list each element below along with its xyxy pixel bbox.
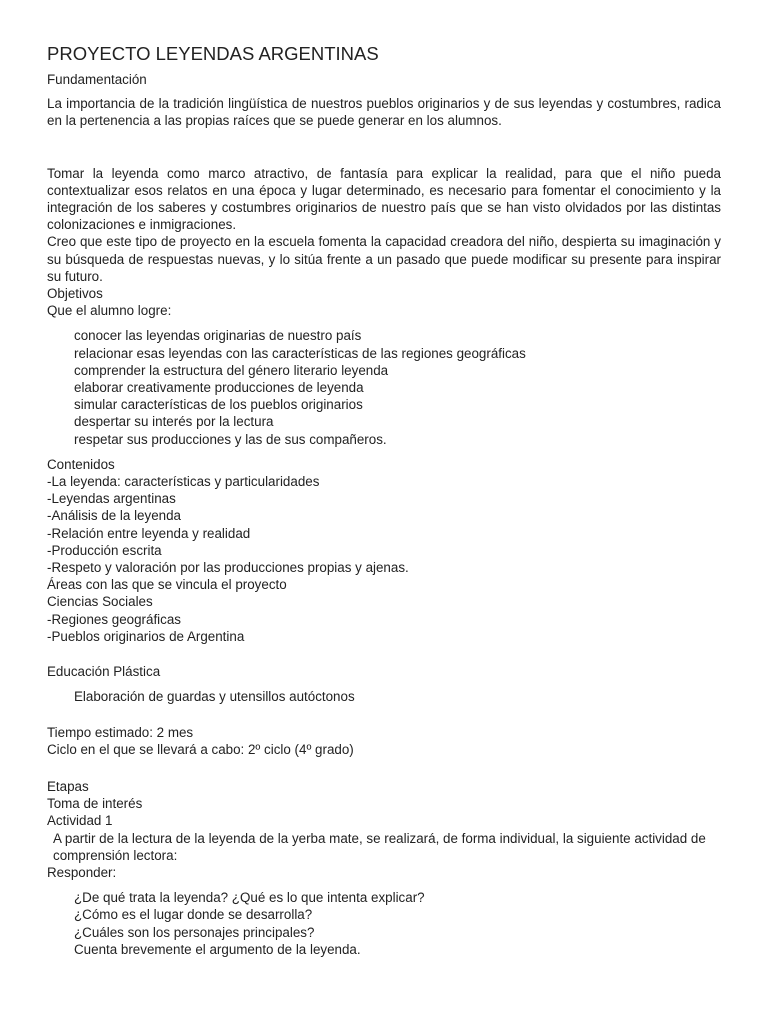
list-item: Cuenta brevemente el argumento de la leyenda. [74, 941, 361, 957]
list-item: ¿Cuáles son los personajes principales? [74, 924, 315, 940]
list-item: -Respeto y valoración por las producciones propias y ajenas. [47, 560, 409, 576]
tiempo-estimado: Tiempo estimado: 2 mes [47, 724, 194, 740]
fundamentacion-paragraph-3: Creo que este tipo de proyecto en la escuela fomenta la capacidad creadora del niño, despierta su imaginación y su búsqueda de respuestas nuevas, y lo sitúa frente a un pasado que puede modificar su presente para inspirar su futuro. [47, 234, 721, 284]
list-item: despertar su interés por la lectura [74, 414, 274, 430]
subheading-toma-de-interes: Toma de interés [47, 796, 143, 812]
section-heading-fundamentacion: Fundamentación [47, 72, 147, 87]
fundamentacion-paragraph-1: La importancia de la tradición lingüística de nuestros pueblos originarios y de sus leyendas y costumbres, radica en la pertenencia a las propias raíces que se puede generar en los alumnos. [47, 96, 721, 129]
list-item: -Pueblos originarios de Argentina [47, 628, 245, 644]
fundamentacion-paragraph-2: Tomar la leyenda como marco atractivo, de fantasía para explicar la realidad, para que el niño pueda contextualizar esos relatos en una época y lugar determinado, es necesario para fomentar el conocimiento y la integración de los saberes y costumbres originarios de nuestro país que se han visto olvidados por las distintas colonizaciones e inmigraciones. [47, 165, 721, 233]
list-item: respetar sus producciones y las de sus compañeros. [74, 431, 387, 447]
educacion-plastica-item: Elaboración de guardas y utensillos autóctonos [74, 689, 355, 705]
document-page [47, 42, 721, 958]
list-item: elaborar creativamente producciones de leyenda [74, 380, 364, 396]
list-item: ¿De qué trata la leyenda? ¿Qué es lo que intenta explicar? [74, 890, 425, 906]
list-item: -Relación entre leyenda y realidad [47, 525, 251, 541]
section-heading-objetivos: Objetivos [47, 286, 103, 302]
list-item: conocer las leyendas originarias de nuestro país [74, 328, 362, 344]
ciclo: Ciclo en el que se llevará a cabo: 2º ciclo (4º grado) [47, 741, 354, 757]
section-heading-etapas: Etapas [47, 778, 89, 794]
responder-label: Responder: [47, 864, 117, 880]
actividad-label: Actividad 1 [47, 813, 113, 829]
list-item: relacionar esas leyendas con las características de las regiones geográficas [74, 345, 526, 361]
list-item: -La leyenda: características y particularidades [47, 474, 320, 490]
list-item: comprender la estructura del género literario leyenda [74, 362, 389, 378]
document-title: PROYECTO LEYENDAS ARGENTINAS [47, 43, 379, 64]
list-item: simular características de los pueblos originarios [74, 397, 363, 413]
list-item: -Análisis de la leyenda [47, 508, 181, 524]
objetivos-list [47, 327, 721, 447]
questions-list [47, 889, 721, 958]
actividad-text: A partir de la lectura de la leyenda de la yerba mate, se realizará, de forma individual, la siguiente actividad de comprensión lectora: [53, 830, 706, 863]
list-item: -Leyendas argentinas [47, 491, 176, 507]
list-item: -Regiones geográficas [47, 611, 181, 627]
list-item: -Producción escrita [47, 542, 162, 558]
section-heading-areas: Áreas con las que se vincula el proyecto [47, 577, 287, 593]
subheading-ciencias-sociales: Ciencias Sociales [47, 594, 153, 610]
section-heading-contenidos: Contenidos [47, 456, 115, 472]
subheading-educacion-plastica: Educación Plástica [47, 664, 161, 680]
list-item: ¿Cómo es el lugar donde se desarrolla? [74, 907, 313, 923]
objetivos-intro: Que el alumno logre: [47, 303, 172, 319]
